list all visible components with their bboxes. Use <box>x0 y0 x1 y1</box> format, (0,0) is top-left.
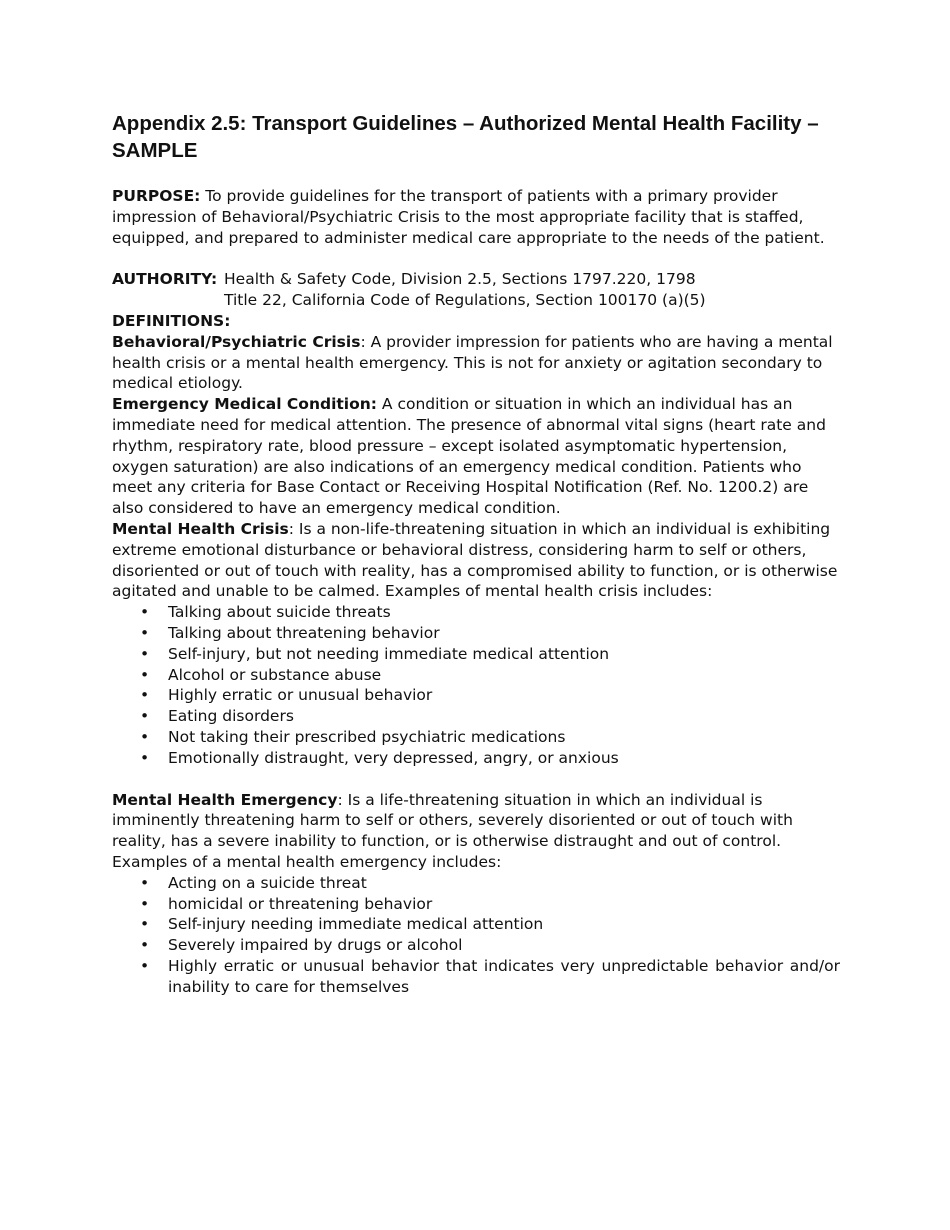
list-item: • Severely impaired by drugs or alcohol <box>112 935 840 956</box>
definition-text: A condition or situation in which an individual has an immediate need for medical attention. The presence of abnormal vital signs (heart rate and rhythm, respiratory rate, blood pressure – except isolated asymptomatic hypertension, oxygen saturation) are also indications of an emergency medical condition. Patients who meet any criteria for Base Contact or Receiving Hospital Notification (Ref. No. 1200.2) are also considered to have an emergency medical condition. <box>112 395 826 518</box>
definition-term: Emergency Medical Condition: <box>112 395 377 414</box>
definition-mental-health-emergency <box>112 790 840 873</box>
list-item: • Highly erratic or unusual behavior <box>112 685 840 706</box>
list-item: • Acting on a suicide threat <box>112 873 840 894</box>
list-item: • Talking about suicide threats <box>112 602 840 623</box>
definition-text: : A provider impression for patients who are having a mental health crisis or a mental health emergency. This is not for anxiety or agitation secondary to medical etiology. <box>112 332 833 393</box>
list-item: • Alcohol or substance abuse <box>112 665 840 686</box>
crisis-examples-list <box>112 602 840 768</box>
authority-line: Health & Safety Code, Division 2.5, Sections 1797.220, 1798 <box>224 270 696 289</box>
definition-term: Mental Health Crisis <box>112 519 289 538</box>
authority-label: AUTHORITY: <box>112 270 218 289</box>
emergency-examples-list <box>112 873 840 998</box>
list-item: • Self-injury needing immediate medical attention <box>112 914 840 935</box>
purpose-text: To provide guidelines for the transport of patients with a primary provider impression of Behavioral/Psychiatric Crisis to the most appropriate facility that is staffed, equipped, and prepared to administer medical care appropriate to the needs of the patient. <box>112 187 825 247</box>
list-item: • Talking about threatening behavior <box>112 623 840 644</box>
definition-term: Mental Health Emergency <box>112 790 338 809</box>
purpose-paragraph <box>112 186 840 248</box>
list-item: • Not taking their prescribed psychiatric medications <box>112 727 840 748</box>
authority-line: Title 22, California Code of Regulations, Section 100170 (a)(5) <box>224 291 706 310</box>
definition-behavioral <box>112 332 840 394</box>
list-item: • Highly erratic or unusual behavior that indicates very unpredictable behavior and/or inability to care for themselves <box>112 956 840 998</box>
list-item: • homicidal or threatening behavior <box>112 894 840 915</box>
definition-term: Behavioral/Psychiatric Crisis <box>112 332 361 351</box>
list-item: • Emotionally distraught, very depressed, angry, or anxious <box>112 748 840 769</box>
purpose-label: PURPOSE: <box>112 187 201 205</box>
definition-text: : Is a life-threatening situation in which an individual is imminently threatening harm to self or others, severely disoriented or out of touch with reality, has a severe inability to function, or is otherwise distraught and out of control. Examples of a mental health emergency includes: <box>112 790 793 871</box>
list-item: • Self-injury, but not needing immediate medical attention <box>112 644 840 665</box>
definition-emergency-condition <box>112 394 840 519</box>
page-title: Appendix 2.5: Transport Guidelines – Authorized Mental Health Facility – SAMPLE <box>112 112 819 162</box>
definition-text: : Is a non-life-threatening situation in which an individual is exhibiting extreme emotional disturbance or behavioral distress, considering harm to self or others, disoriented or out of touch with reality, has a compromised ability to function, or is otherwise agitated and unable to be calmed. Examples of mental health crisis includes: <box>112 519 838 601</box>
authority-block <box>112 269 840 311</box>
definitions-heading: DEFINITIONS: <box>112 311 231 330</box>
document-page <box>112 110 840 997</box>
definition-mental-health-crisis <box>112 519 840 602</box>
list-item: • Eating disorders <box>112 706 840 727</box>
